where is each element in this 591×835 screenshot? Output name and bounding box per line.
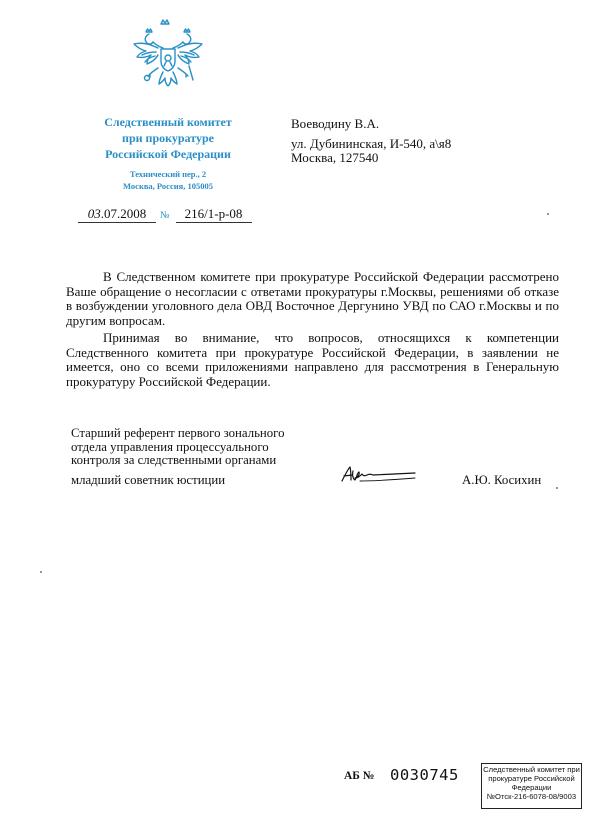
org-name: [78, 114, 258, 162]
signer-title: [71, 427, 285, 468]
recipient-address-line: ул. Дубининская, И-540, а\я8: [291, 136, 452, 151]
org-name-line: Российской Федерации: [105, 147, 231, 161]
reference-date: [78, 206, 156, 223]
reference-date-handwritten: 03: [87, 206, 101, 221]
stamp-line: Следственный комитет при: [483, 765, 580, 774]
reference-date-printed: .07.2008: [100, 206, 147, 221]
signer-title-line: Старший референт первого зонального: [71, 426, 285, 440]
handwritten-signature: [338, 459, 420, 489]
registration-stamp: [481, 763, 582, 809]
reference-line: [78, 206, 252, 223]
signer-title-line: отдела управления процессуального: [71, 439, 269, 454]
scan-speck: [40, 571, 42, 573]
recipient-address: [291, 137, 451, 165]
body-paragraph: Принимая во внимание, что вопросов, относящихся к компетенции Следственного комитета при прокуратуре Российской Федерации, в заявлении не имеется, оно со всеми приложениями направлено для рассмотрения в Генеральную прокуратуру Российской Федерации.: [66, 329, 559, 389]
form-serial-number: 0030745: [390, 766, 459, 784]
recipient-address-line: Москва, 127540: [291, 150, 379, 165]
scan-speck: [556, 487, 558, 489]
form-series-label: АБ №: [344, 770, 375, 782]
letter-body: [66, 270, 559, 392]
signer-rank: младший советник юстиции: [71, 473, 226, 487]
org-address-line: Технический пер., 2: [129, 169, 207, 179]
scan-speck: [547, 213, 549, 215]
org-address-line: Москва, Россия, 105005: [123, 181, 213, 191]
stamp-line: прокуратуре Российской: [488, 773, 575, 783]
reference-number: 216/1-р-08: [176, 206, 252, 223]
body-paragraph: В Следственном комитете при прокуратуре Российской Федерации рассмотрено Ваше обращение о несогласии с ответами прокуратуры г.Москвы, решениями об отказе в возбуждении уголовного дела ОВД Восточное Дергунино УВД по САО г.Москвы и по другим вопросам.: [66, 269, 559, 328]
org-name-line: при прокуратуре: [122, 131, 214, 145]
org-name-line: Следственный комитет: [104, 115, 232, 129]
recipient-name: Воеводину В.А.: [291, 116, 380, 131]
signer-title-line: контроля за следственными органами: [71, 453, 277, 467]
stamp-line: Федерации: [511, 782, 552, 792]
org-address: [78, 168, 258, 192]
double-headed-eagle-icon: [128, 18, 208, 98]
stamp-line: №Отск-216-6078-08/9003: [486, 791, 577, 801]
signer-name: А.Ю. Косихин: [462, 473, 542, 487]
number-sign: №: [160, 210, 170, 221]
